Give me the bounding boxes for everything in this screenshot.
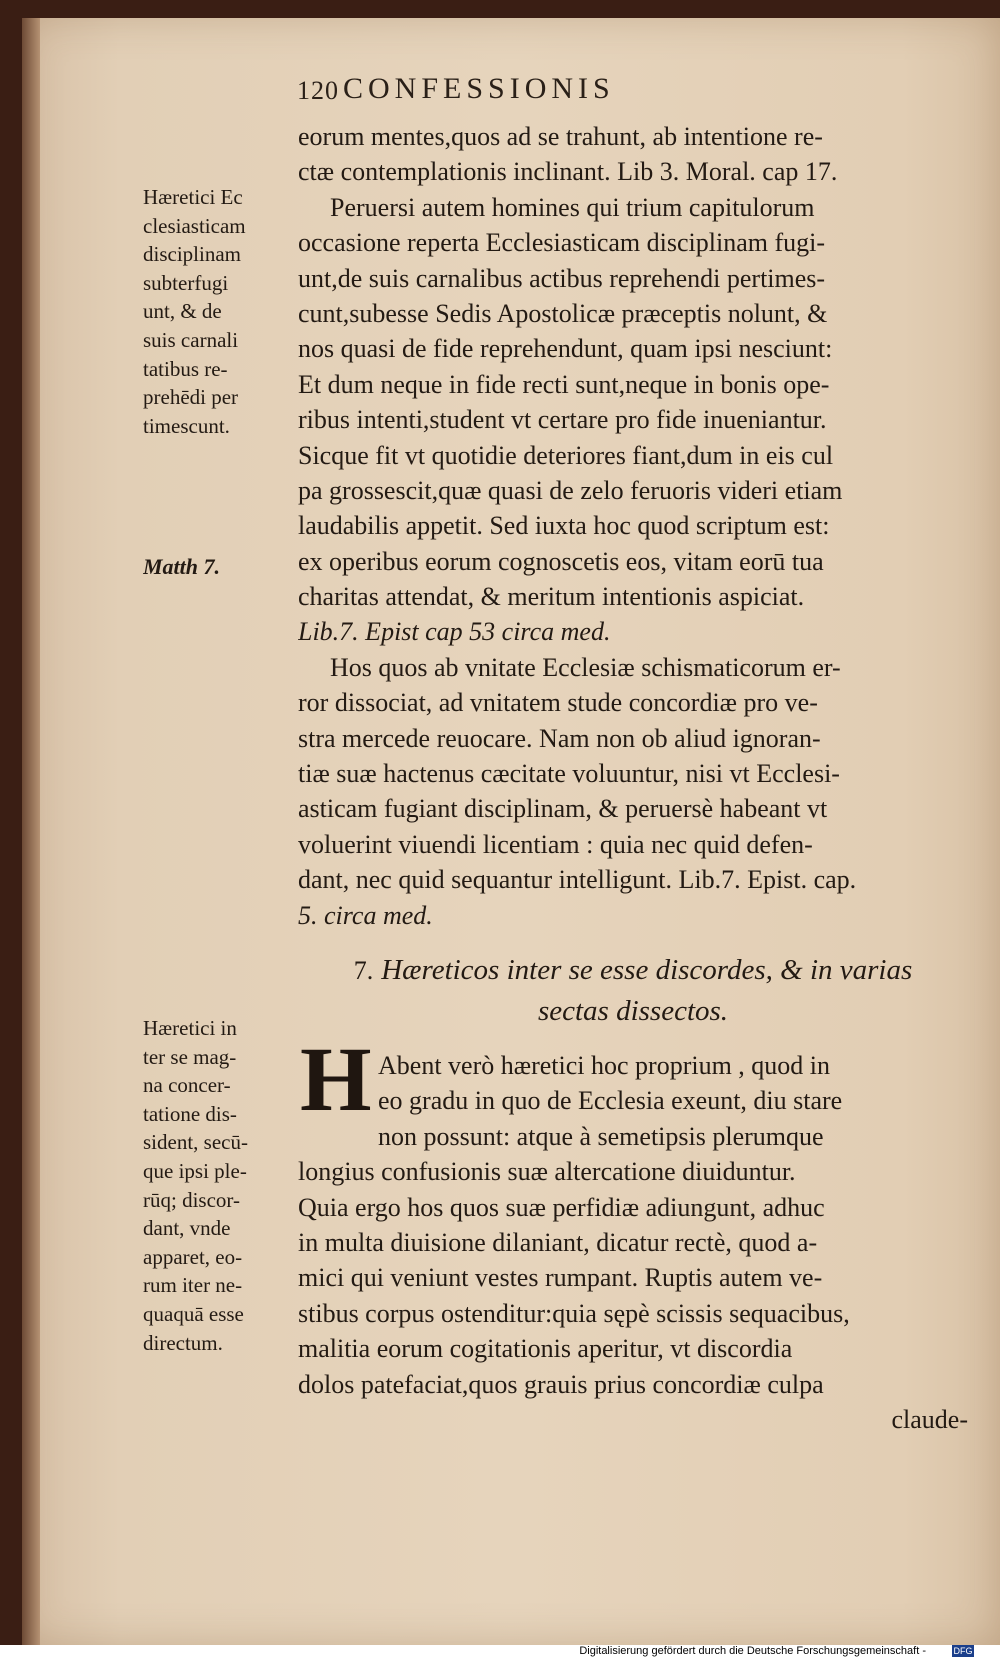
section-number: 7. [353, 956, 374, 985]
text-line: Lib.7. Epist cap 53 circa med. [298, 617, 611, 647]
text-line: laudabilis appetit. Sed iuxta hoc quod scriptum est: [298, 511, 830, 541]
footer-credit: Digitalisierung gefördert durch die Deutsche Forschungsgemeinschaft - [579, 1645, 926, 1658]
margin-note-line: tatione dis- [143, 1101, 237, 1126]
drop-capital: H [300, 1028, 372, 1130]
margin-note-line: na concer- [143, 1073, 231, 1098]
text-line: Sicque fit vt quotidie deteriores fiant,dum in eis cul [298, 440, 834, 470]
text-line: asticam fugiant disciplinam, & peruersè habeant vt [298, 794, 828, 824]
text-line: stibus corpus ostenditur:quia sępè scissis sequacibus, [298, 1298, 850, 1328]
text-line: nos quasi de fide reprehendunt, quam ipsi nesciunt: [298, 334, 833, 364]
margin-note-line: apparet, eo- [143, 1244, 243, 1269]
margin-note-3 [143, 1014, 293, 1357]
text-line: dolos patefaciat,quos grauis prius concordiæ culpa [298, 1369, 824, 1399]
text-line: occasione reperta Ecclesiasticam disciplinam fugi- [298, 228, 825, 258]
text-line: ribus intenti,student vt certare pro fide inueniantur. [298, 405, 827, 435]
margin-note-line: que ipsi ple- [143, 1158, 247, 1183]
margin-note-line: suis carnali [143, 327, 239, 352]
text-line: unt,de suis carnalibus actibus reprehendi pertimes- [298, 263, 826, 293]
text-line: longius confusionis suæ altercatione diuiduntur. [298, 1157, 796, 1187]
section-heading [298, 950, 968, 1031]
text-line: claude- [891, 1404, 968, 1434]
margin-note-line: rūq; discor- [143, 1187, 240, 1212]
margin-note-line: unt, & de [143, 299, 222, 324]
margin-note-line: tatibus re- [143, 356, 228, 381]
body-text-block-2 [298, 1048, 968, 1437]
text-line: ex operibus eorum cognoscetis eos, vitam eorū tua [298, 546, 824, 576]
text-line: cunt,subesse Sedis Apostolicæ præceptis nolunt, & [298, 298, 828, 328]
text-line: in multa diuisione dilaniant, dicatur rectè, quod a- [298, 1227, 818, 1257]
running-title: CONFESSIONIS [343, 72, 615, 105]
text-line: Et dum neque in fide recti sunt,neque in bonis ope- [298, 369, 830, 399]
margin-note-line: quaquā esse [143, 1301, 244, 1326]
text-line: charitas attendat, & meritum intentionis aspiciat. [298, 582, 805, 612]
text-line: ror dissociat, ad vnitatem stude concordiæ pro ve- [298, 688, 818, 718]
text-line: pa grossescit,quæ quasi de zelo feruoris videri etiam [298, 475, 843, 505]
margin-note-line: Matth 7. [143, 554, 221, 579]
margin-note-line: prehēdi per [143, 385, 239, 410]
margin-note-line: dant, vnde [143, 1216, 231, 1241]
margin-note-2 [143, 553, 293, 582]
margin-note-line: Hæretici Ec [143, 185, 243, 209]
text-line: Peruersi autem homines qui trium capitulorum [330, 192, 815, 222]
text-line: malitia eorum cogitationis aperitur, vt discordia [298, 1334, 793, 1364]
text-line: eorum mentes,quos ad se trahunt, ab intentione re- [298, 122, 823, 151]
margin-note-line: directum. [143, 1330, 223, 1355]
text-line: Hos quos ab vnitate Ecclesiæ schismaticorum er- [330, 652, 841, 682]
text-line: voluerint viuendi licentiam : quia nec quid defen- [298, 829, 813, 859]
page-binding-edge [22, 18, 40, 1645]
text-line: Quia ergo hos quos suæ perfidiæ adiungunt, adhuc [298, 1192, 825, 1222]
text-line: 5. circa med. [298, 900, 433, 930]
text-line: eo gradu in quo de Ecclesia exeunt, diu stare [378, 1086, 843, 1116]
section-title-line-2: sectas dissectos. [537, 995, 729, 1027]
running-head [0, 72, 1000, 112]
margin-note-line: clesiasticam [143, 213, 246, 238]
text-line: Abent verò hæretici hoc proprium , quod in [378, 1051, 831, 1080]
digitization-footer [0, 1645, 1000, 1661]
margin-note-line: subterfugi [143, 270, 229, 295]
page-number: 120 [297, 76, 339, 105]
margin-note-line: rum iter ne- [143, 1273, 243, 1298]
body-text-block-1 [298, 119, 968, 933]
text-line: ctæ contemplationis inclinant. Lib 3. Moral. cap 17. [298, 157, 838, 187]
margin-note-1 [143, 183, 293, 440]
margin-note-line: ter se mag- [143, 1044, 237, 1069]
margin-note-line: timescunt. [143, 413, 230, 438]
section-title-line-1: Hæreticos inter se esse discordes, & in varias [381, 954, 913, 986]
text-line: mici qui veniunt vestes rumpant. Ruptis autem ve- [298, 1263, 823, 1293]
margin-note-line: Hæretici in [143, 1016, 237, 1040]
margin-note-line: sident, secū- [143, 1130, 248, 1155]
margin-note-line: disciplinam [143, 242, 241, 267]
text-line: dant, nec quid sequantur intelligunt. Lib.7. Epist. cap. [298, 865, 857, 895]
text-line: tiæ suæ hactenus cæcitate voluuntur, nisi vt Ecclesi- [298, 759, 840, 789]
dfg-logo-icon: DFG [953, 1646, 973, 1657]
text-line: stra mercede reuocare. Nam non ob aliud ignoran- [298, 723, 821, 753]
text-line: non possunt: atque à semetipsis plerumque [378, 1121, 824, 1151]
